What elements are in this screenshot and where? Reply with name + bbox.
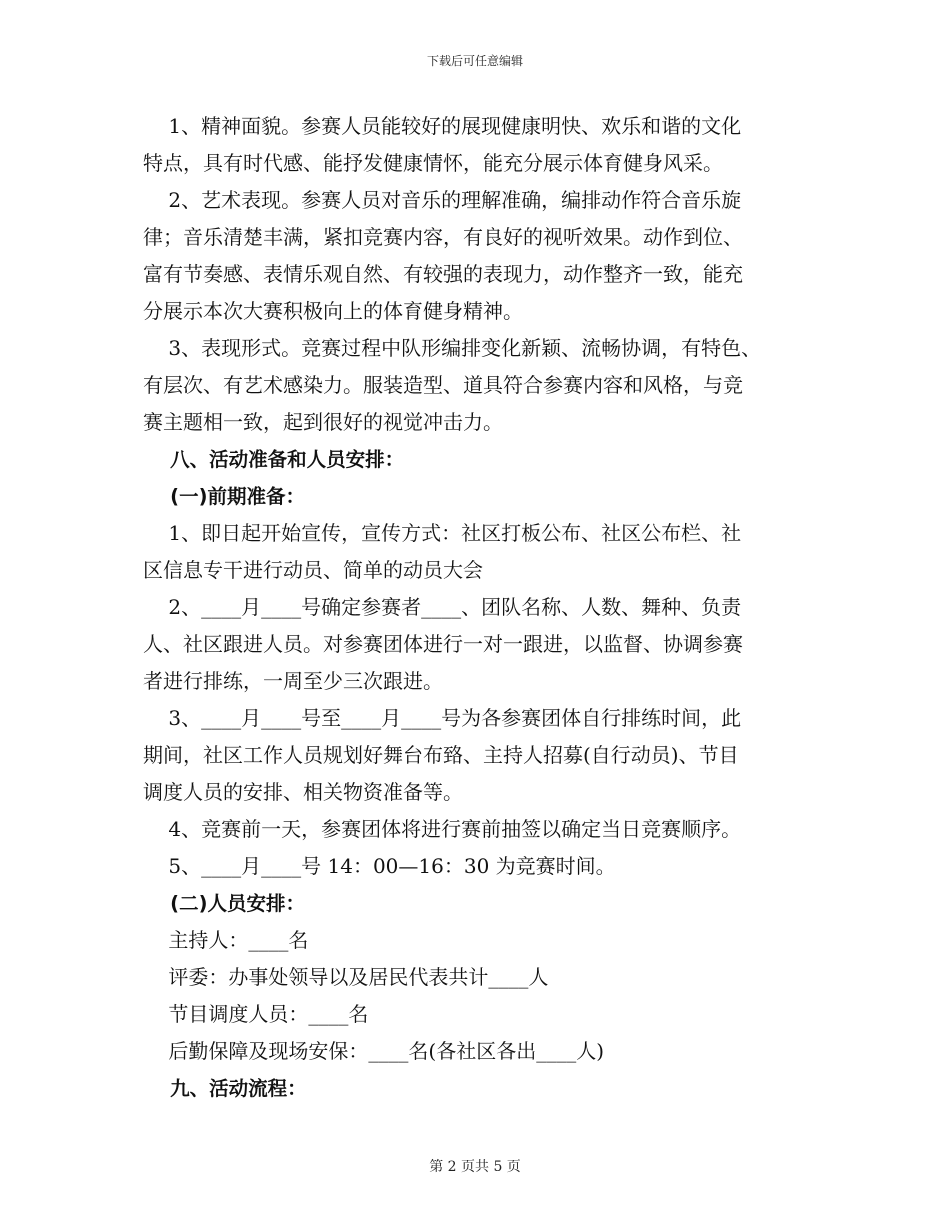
text-line: 调度人员的安排、相关物资准备等。	[143, 780, 463, 804]
section-heading	[143, 1070, 823, 1107]
paragraph	[143, 996, 823, 1033]
text-line: 1、即日起开始宣传，宣传方式：社区打板公布、社区公布栏、社	[143, 521, 742, 545]
text-line: 节目调度人员：____名	[143, 1002, 369, 1026]
paragraph	[143, 700, 823, 811]
page-footer: 第 2 页共 5 页	[429, 1159, 521, 1175]
paragraph	[143, 182, 823, 330]
text-line: 1、精神面貌。参赛人员能较好的展现健康明快、欢乐和谐的文化	[143, 114, 742, 138]
text-line: 期间，社区工作人员规划好舞台布臵、主持人招募(自行动员)、节目	[143, 743, 739, 767]
paragraph	[143, 330, 823, 441]
text-line: 律；音乐清楚丰满，紧扣竞赛内容，有良好的视听效果。动作到位、	[143, 225, 743, 249]
section-heading	[143, 885, 823, 922]
paragraph	[143, 922, 823, 959]
paragraph	[143, 959, 823, 996]
text-line: 分展示本次大赛积极向上的体育健身精神。	[143, 299, 523, 323]
paragraph	[143, 589, 823, 700]
text-line: 人、社区跟进人员。对参赛团体进行一对一跟进，以监督、协调参赛	[143, 632, 743, 656]
section-heading	[143, 441, 823, 478]
paragraph	[143, 108, 823, 182]
paragraph	[143, 515, 823, 589]
document-body	[143, 108, 823, 1107]
text-line: 特点，具有时代感、能抒发健康情怀，能充分展示体育健身风采。	[143, 151, 723, 175]
text-line: 2、艺术表现。参赛人员对音乐的理解准确，编排动作符合音乐旋	[143, 188, 742, 212]
text-line: 九、活动流程：	[143, 1077, 307, 1100]
paragraph	[143, 1033, 823, 1070]
text-line: 富有节奏感、表情乐观自然、有较强的表现力，动作整齐一致，能充	[143, 262, 743, 286]
text-line: 主持人：____名	[143, 928, 309, 952]
text-line: 5、____月____号 14：00—16：30 为竞赛时间。	[143, 854, 616, 878]
text-line: 八、活动准备和人员安排：	[143, 448, 405, 471]
text-line: 有层次、有艺术感染力。服装造型、道具符合参赛内容和风格，与竞	[143, 373, 743, 397]
text-line: 赛主题相一致，起到很好的视觉冲击力。	[143, 410, 503, 434]
text-line: 3、表现形式。竞赛过程中队形编排变化新颖、流畅协调，有特色、	[143, 336, 762, 360]
text-line: 者进行排练，一周至少三次跟进。	[143, 669, 443, 693]
text-line: (一)前期准备：	[143, 485, 305, 508]
paragraph	[143, 811, 823, 848]
text-line: 后勤保障及现场安保：____名(各社区各出____人)	[143, 1039, 605, 1063]
section-heading	[143, 478, 823, 515]
text-line: (二)人员安排：	[143, 892, 305, 915]
text-line: 区信息专干进行动员、简单的动员大会	[143, 558, 483, 582]
text-line: 2、____月____号确定参赛者____、团队名称、人数、舞种、负责	[143, 595, 742, 619]
paragraph	[143, 848, 823, 885]
text-line: 评委：办事处领导以及居民代表共计____人	[143, 965, 549, 989]
text-line: 4、竞赛前一天，参赛团体将进行赛前抽签以确定当日竞赛顺序。	[143, 817, 742, 841]
page-header: 下载后可任意编辑	[426, 54, 523, 68]
text-line: 3、____月____号至____月____号为各参赛团体自行排练时间，此	[143, 706, 742, 730]
